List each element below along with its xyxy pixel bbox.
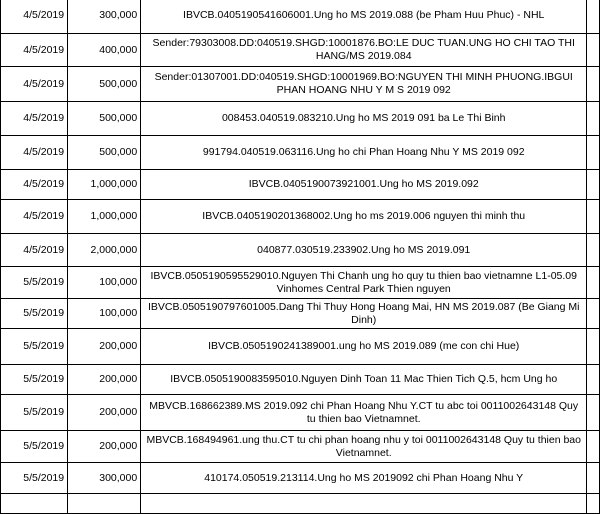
table-row: [1, 200, 600, 234]
description-cell: IBVCB.0505190797601005.Dang Thi Thuy Hong Hoang Mai, HN MS 2019.087 (Be Giang Mi Dinh): [141, 299, 587, 329]
table-row: [1, 329, 600, 365]
edge-cell: [587, 102, 600, 136]
edge-cell: [587, 431, 600, 463]
description-cell: Sender:79303008.DD:040519.SHGD:10001876.BO:LE DUC TUAN.UNG HO CHI TAO THI HANG/MS 2019.084: [141, 34, 587, 67]
date-cell: 5/5/2019: [1, 267, 68, 299]
table-row: [1, 234, 600, 267]
table-row: [1, 67, 600, 102]
description-cell: IBVCB.0505190241389001.ung ho MS 2019.089 (me con chi Hue): [141, 329, 587, 365]
date-cell: 5/5/2019: [1, 329, 68, 365]
edge-cell: [587, 200, 600, 234]
date-cell: 5/5/2019: [1, 299, 68, 329]
description-cell: IBVCB.0405190201368002.Ung ho ms 2019.006 nguyen thi minh thu: [141, 200, 587, 234]
edge-cell: [587, 329, 600, 365]
edge-cell: [587, 267, 600, 299]
table-row: [1, 395, 600, 431]
amount-cell: 200,000: [68, 431, 141, 463]
amount-cell: 500,000: [68, 136, 141, 170]
table-row: [1, 136, 600, 170]
amount-cell: 1,000,000: [68, 170, 141, 200]
description-cell: 008453.040519.083210.Ung ho MS 2019 091 ba Le Thi Binh: [141, 102, 587, 136]
amount-cell: 300,000: [68, 463, 141, 494]
table-row: [1, 365, 600, 395]
date-cell: 4/5/2019: [1, 234, 68, 267]
table-row: [1, 170, 600, 200]
amount-cell: 2,000,000: [68, 234, 141, 267]
amount-cell: 500,000: [68, 102, 141, 136]
date-cell: 4/5/2019: [1, 0, 68, 34]
date-cell: 4/5/2019: [1, 34, 68, 67]
date-cell: 4/5/2019: [1, 102, 68, 136]
edge-cell: [587, 395, 600, 431]
date-cell: 4/5/2019: [1, 136, 68, 170]
description-cell: 040877.030519.233902.Ung ho MS 2019.091: [141, 234, 587, 267]
edge-cell: [587, 234, 600, 267]
description-cell: 410174.050519.213114.Ung ho MS 2019092 chi Phan Hoang Nhu Y: [141, 463, 587, 494]
amount-cell: 1,000,000: [68, 200, 141, 234]
edge-cell: [587, 299, 600, 329]
table-row: [1, 431, 600, 463]
table-row: [1, 0, 600, 34]
edge-cell: [587, 34, 600, 67]
edge-cell: [587, 365, 600, 395]
table-row: [1, 34, 600, 67]
amount-cell: 200,000: [68, 395, 141, 431]
description-cell: 991794.040519.063116.Ung ho chi Phan Hoang Nhu Y MS 2019 092: [141, 136, 587, 170]
description-cell: IBVCB.0405190073921001.Ung ho MS 2019.092: [141, 170, 587, 200]
table-row: [1, 463, 600, 494]
date-cell: 4/5/2019: [1, 170, 68, 200]
description-cell: MBVCB.168494961.ung thu.CT tu chi phan hoang nhu y toi 0011002643148 Quy tu thien bao Vietnamnet.: [141, 431, 587, 463]
amount-cell: 500,000: [68, 67, 141, 102]
amount-cell: 200,000: [68, 365, 141, 395]
description-cell: IBVCB.0405190541606001.Ung ho MS 2019.088 (be Pham Huu Phuc) - NHL: [141, 0, 587, 34]
table-row: [1, 102, 600, 136]
date-cell: 5/5/2019: [1, 431, 68, 463]
description-cell: Sender:01307001.DD:040519.SHGD:10001969.BO:NGUYEN THI MINH PHUONG.IBGUI PHAN HOANG NHU Y M S 2019 092: [141, 67, 587, 102]
edge-cell: [587, 67, 600, 102]
edge-cell: [587, 0, 600, 34]
amount-cell: 100,000: [68, 299, 141, 329]
edge-cell: [587, 463, 600, 494]
edge-cell: [587, 136, 600, 170]
edge-cell: [587, 170, 600, 200]
date-cell: 4/5/2019: [1, 200, 68, 234]
description-cell: IBVCB.0505190083595010.Nguyen Dinh Toan 11 Mac Thien Tich Q.5, hcm Ung ho: [141, 365, 587, 395]
amount-cell: 300,000: [68, 0, 141, 34]
amount-cell: 200,000: [68, 329, 141, 365]
table-row: [1, 299, 600, 329]
date-cell: 5/5/2019: [1, 463, 68, 494]
table-row: [1, 267, 600, 299]
donation-table-body: [1, 0, 600, 514]
amount-cell: 400,000: [68, 34, 141, 67]
amount-cell: 100,000: [68, 267, 141, 299]
date-cell: 4/5/2019: [1, 67, 68, 102]
date-cell: 5/5/2019: [1, 395, 68, 431]
date-cell: 5/5/2019: [1, 365, 68, 395]
description-cell: IBVCB.0505190595529010.Nguyen Thi Chanh ung ho quy tu thien bao vietnamne L1-05.09 Vinhomes Central Park Thien nguyen: [141, 267, 587, 299]
description-cell: MBVCB.168662389.MS 2019.092 chi Phan Hoang Nhu Y.CT tu abc toi 0011002643148 Quy tu thien bao Vietnamnet.: [141, 395, 587, 431]
